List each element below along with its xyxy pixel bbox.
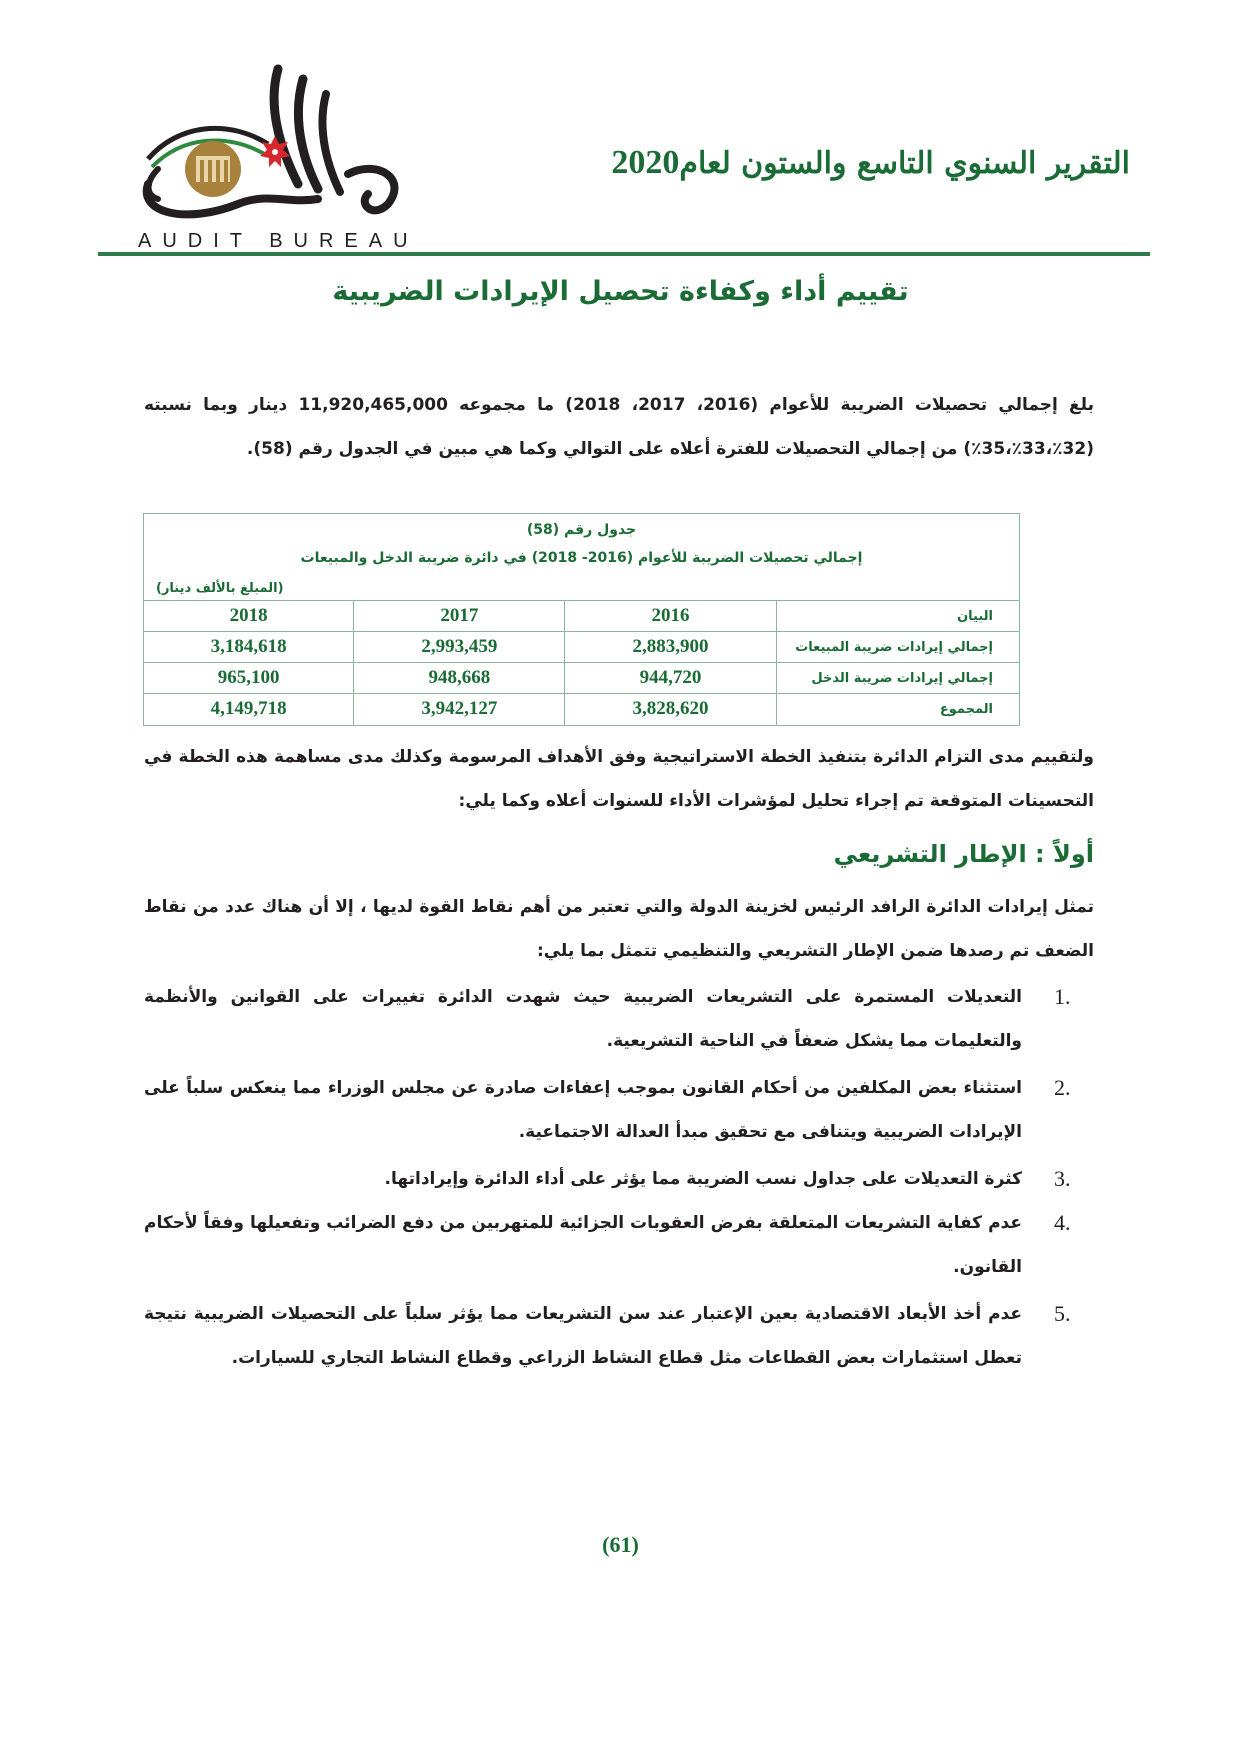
column-header: 2017 [354, 601, 565, 632]
subsection-intro: تمثل إيرادات الدائرة الرافد الرئيس لخزينة الدولة والتي تعتبر من أهم نقاط القوة لديها ، إلا أن هناك عدد من نقاط الضعف تم رصدها ضمن الإطار التشريعي والتنظيمي تتمثل بما يلي: [144, 897, 1094, 961]
cell-value: 3,942,127 [354, 694, 565, 725]
audit-bureau-logo [128, 64, 428, 250]
report-title-text: التقرير السنوي التاسع والستون لعام [679, 146, 1130, 181]
list-item [144, 1201, 1094, 1289]
intro-paragraph: بلغ إجمالي تحصيلات الضريبة للأعوام (2016، 2017، 2018) ما مجموعه 11,920,465,000 دينار وبما نسبته (32٪،33٪،35٪) من إجمالي التحصيلات للفترة أعلاه على التوالي وكما هي مبين في الجدول رقم (58). [144, 395, 1094, 459]
list-item-text: عدم أخذ الأبعاد الاقتصادية بعين الإعتبار عند سن التشريعات مما يؤثر سلباً على التحصيلات الضريبية نتيجة تعطل استثمارات بعض القطاعات مثل قطاع النشاط الزراعي وقطاع النشاط التجاري للسيارات. [144, 1304, 1022, 1368]
cell-value: 2,883,900 [565, 632, 776, 663]
list-item-text: التعديلات المستمرة على التشريعات الضريبية حيث شهدت الدائرة تغييرات على القوانين والأنظمة والتعليمات مما يشكل ضعفاً في الناحية التشريعية. [144, 987, 1022, 1051]
list-marker: 3. [1054, 1166, 1071, 1191]
cell-value: 3,828,620 [565, 694, 776, 725]
row-label: إجمالي إيرادات ضريبة المبيعات [776, 632, 1019, 663]
report-title [611, 144, 1130, 182]
table-row [144, 663, 1019, 694]
data-table [144, 600, 1019, 725]
table-number: جدول رقم (58) [526, 522, 637, 538]
table-title: إجمالي تحصيلات الضريبة للأعوام (2016- 2018) في دائرة ضريبة الدخل والمبيعات [300, 550, 863, 566]
cell-value: 944,720 [565, 663, 776, 694]
list-marker: 4. [1054, 1210, 1071, 1235]
table-row [144, 632, 1019, 663]
list-item [144, 975, 1094, 1063]
table-header-row [144, 601, 1019, 632]
row-label: إجمالي إيرادات ضريبة الدخل [776, 663, 1019, 694]
section-title: تقييم أداء وكفاءة تحصيل الإيرادات الضريبية [332, 276, 909, 307]
cell-value: 2,993,459 [354, 632, 565, 663]
table-unit: (المبلغ بالألف دينار) [156, 581, 284, 596]
table-caption [144, 514, 1019, 600]
logo-caption: AUDIT BUREAU [138, 230, 419, 252]
column-header: البيان [776, 601, 1019, 632]
page-number: (61) [602, 1532, 639, 1557]
evaluation-paragraph: ولتقييم مدى التزام الدائرة بتنفيذ الخطة الاستراتيجية وفق الأهداف المرسومة وكذلك مدى مساهمة هذه الخطة في التحسينات المتوقعة تم إجراء تحليل لمؤشرات الأداء للسنوات أعلاه وكما يلي: [144, 747, 1094, 811]
header-divider [98, 252, 1150, 256]
row-label: المجموع [776, 694, 1019, 725]
list-item-text: كثرة التعديلات على جداول نسب الضريبة مما يؤثر على أداء الدائرة وإيراداتها. [384, 1169, 1022, 1189]
cell-value: 3,184,618 [144, 632, 354, 663]
column-header: 2018 [144, 601, 354, 632]
cell-value: 948,668 [354, 663, 565, 694]
list-marker: 1. [1054, 984, 1071, 1009]
list-item [144, 1066, 1094, 1154]
column-header: 2016 [565, 601, 776, 632]
list-item [144, 1157, 1094, 1201]
list-marker: 2. [1054, 1075, 1071, 1100]
list-item-text: استثناء بعض المكلفين من أحكام القانون بموجب إعفاءات صادرة عن مجلس الوزراء مما ينعكس سلباً على الإيرادات الضريبية ويتنافى مع تحقيق مبدأ العدالة الاجتماعية. [144, 1078, 1022, 1142]
list-item-text: عدم كفاية التشريعات المتعلقة بفرض العقوبات الجزائية للمتهربين من دفع الضرائب وتفعيلها وفقاً لأحكام القانون. [144, 1213, 1022, 1277]
list-item [144, 1292, 1094, 1380]
report-year: 2020 [611, 144, 680, 181]
page-header [98, 58, 1150, 254]
table-row-total [144, 694, 1019, 725]
subsection-title: أولاً : الإطار التشريعي [833, 840, 1094, 868]
cell-value: 965,100 [144, 663, 354, 694]
cell-value: 4,149,718 [144, 694, 354, 725]
list-marker: 5. [1054, 1301, 1071, 1326]
audit-bureau-emblem-icon [128, 64, 428, 234]
tax-collections-table [143, 513, 1020, 726]
